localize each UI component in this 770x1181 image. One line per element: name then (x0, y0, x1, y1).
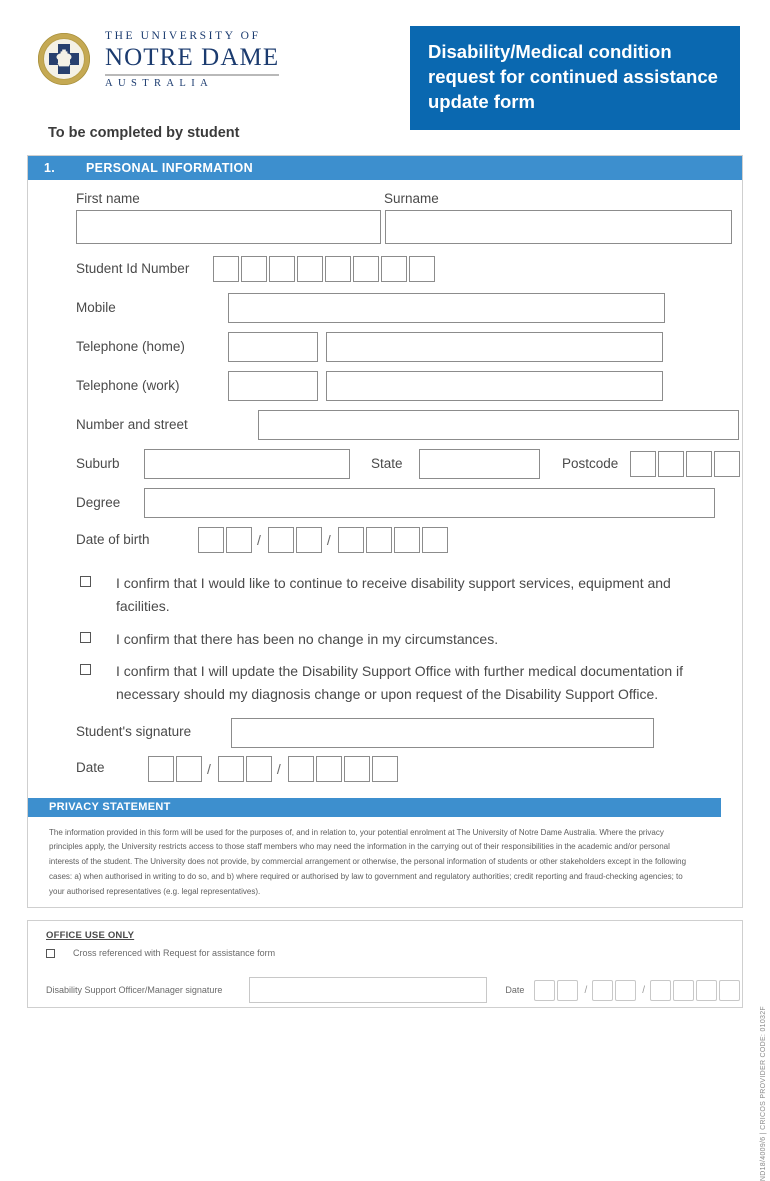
mobile-row (28, 293, 742, 323)
office-date-month-digit[interactable] (615, 980, 636, 1001)
student-date-row (28, 756, 742, 782)
university-logo (36, 28, 279, 89)
date-year-digit[interactable] (372, 756, 398, 782)
student-id-digit[interactable] (409, 256, 435, 282)
degree-input[interactable] (144, 488, 715, 518)
street-input[interactable] (258, 410, 739, 440)
office-date-month-digit[interactable] (592, 980, 613, 1001)
street-row (28, 410, 742, 440)
suburb-input[interactable] (144, 449, 350, 479)
dob-year-digit[interactable] (394, 527, 420, 553)
student-date-input[interactable] (148, 756, 398, 782)
date-separator: / (276, 760, 281, 777)
declaration-text: I confirm that I will update the Disability Support Office with further medical documentation if necessary should my diagnosis change or upon request of the Disability Support Office. (116, 663, 684, 702)
student-id-digit[interactable] (213, 256, 239, 282)
postcode-digit[interactable] (686, 451, 712, 477)
declaration-item[interactable] (80, 660, 700, 705)
office-date-input[interactable] (534, 980, 742, 1001)
section-header-personal-information (28, 156, 742, 180)
student-id-row (28, 256, 742, 282)
form-title: Disability/Medical condition request for continued assistance update form (410, 26, 740, 130)
date-year-digit[interactable] (316, 756, 342, 782)
office-use-only-section (27, 920, 743, 1008)
office-use-only-title: OFFICE USE ONLY (46, 930, 135, 941)
surname-input[interactable] (385, 210, 732, 244)
telephone-home-area-input[interactable] (228, 332, 318, 362)
office-cross-reference-label: Cross referenced with Request for assistance form (73, 948, 276, 958)
name-labels-row (28, 191, 742, 207)
student-id-digit[interactable] (325, 256, 351, 282)
university-wordmark (105, 28, 279, 89)
first-name-label: First name (76, 191, 140, 206)
student-id-digit[interactable] (241, 256, 267, 282)
suburb-label: Suburb (76, 456, 120, 472)
student-id-digit[interactable] (353, 256, 379, 282)
office-date-separator: / (584, 984, 588, 996)
office-date-label: Date (505, 985, 525, 995)
dob-separator: / (257, 532, 261, 549)
telephone-work-number-input[interactable] (326, 371, 663, 401)
logo-line-university: THE UNIVERSITY OF (105, 30, 261, 42)
office-signature-input[interactable] (249, 977, 487, 1003)
telephone-home-label: Telephone (home) (76, 339, 185, 355)
declaration-text: I confirm that there has been no change in my circumstances. (116, 630, 499, 647)
dob-separator: / (326, 532, 331, 549)
office-date-year-digit[interactable] (696, 980, 717, 1001)
dob-day-digit[interactable] (198, 527, 224, 553)
mobile-label: Mobile (76, 300, 116, 316)
student-id-input[interactable] (213, 256, 435, 282)
declaration-checkbox[interactable] (80, 632, 91, 643)
page-header (0, 0, 770, 133)
privacy-statement-header: PRIVACY STATEMENT (28, 798, 721, 817)
state-label: State (371, 456, 403, 472)
student-date-label: Date (76, 760, 105, 776)
declaration-item[interactable] (80, 572, 700, 617)
office-date-separator: / (642, 984, 645, 996)
office-date-year-digit[interactable] (719, 980, 740, 1001)
privacy-statement-section (28, 798, 742, 900)
student-id-digit[interactable] (269, 256, 295, 282)
degree-row (28, 488, 742, 518)
postcode-label: Postcode (562, 456, 619, 472)
date-year-digit[interactable] (288, 756, 314, 782)
office-date-year-digit[interactable] (650, 980, 671, 1001)
date-of-birth-input[interactable] (198, 527, 448, 553)
section-number: 1. (44, 161, 56, 175)
degree-label: Degree (76, 495, 121, 511)
office-cross-reference-checkbox[interactable] (46, 949, 55, 958)
office-date-day-digit[interactable] (534, 980, 555, 1001)
dob-day-digit[interactable] (226, 527, 252, 553)
office-date-year-digit[interactable] (673, 980, 694, 1001)
date-month-digit[interactable] (246, 756, 272, 782)
telephone-home-number-input[interactable] (326, 332, 663, 362)
mobile-input[interactable] (228, 293, 665, 323)
student-signature-input[interactable] (231, 718, 654, 748)
dob-year-digit[interactable] (338, 527, 364, 553)
suburb-state-postcode-row (28, 449, 742, 479)
university-crest-icon (36, 31, 92, 87)
surname-label: Surname (384, 191, 439, 206)
personal-information-section (27, 155, 743, 908)
postcode-input[interactable] (630, 451, 740, 477)
completed-by-note: To be completed by student (48, 125, 240, 141)
declaration-checkbox[interactable] (80, 576, 91, 587)
telephone-home-row (28, 332, 742, 362)
student-id-digit[interactable] (297, 256, 323, 282)
date-of-birth-row (28, 527, 742, 553)
date-of-birth-label: Date of birth (76, 532, 150, 548)
dob-year-digit[interactable] (422, 527, 448, 553)
street-label: Number and street (76, 417, 188, 433)
telephone-work-area-input[interactable] (228, 371, 318, 401)
telephone-work-row (28, 371, 742, 401)
logo-divider (105, 74, 279, 76)
student-signature-row (28, 718, 742, 748)
dob-year-digit[interactable] (366, 527, 392, 553)
privacy-statement-body: The information provided in this form will be used for the purposes of, and in relation to, your potential enrolment at The University of Notre Dame Australia. Where the privacy principles apply, the University restricts access to those staff members who may need the information in the carrying out of their responsibilities in the academic and/or personal interests of the student. The University does not provide, by commercial arrangement or otherwise, the personal information of students or other stakeholders except in the following cases: a) when authorised in writing to do so, and b) where required or authorised by law to government and regulatory authorities; credit reporting and fraud-checking agencies; to your authorised representatives (e.g. legal representatives). (49, 827, 687, 896)
date-year-digit[interactable] (344, 756, 370, 782)
date-day-digit[interactable] (148, 756, 174, 782)
first-name-input[interactable] (76, 210, 381, 244)
student-id-digit[interactable] (381, 256, 407, 282)
office-cross-reference-row[interactable] (46, 948, 742, 958)
office-signature-label: Disability Support Officer/Manager signature (46, 985, 223, 995)
document-code-footer: ND18/4009/6 | CRICOS PROVIDER CODE: 01032F (760, 1006, 767, 1181)
logo-line-notredame: NOTRE DAME (105, 43, 280, 71)
postcode-digit[interactable] (630, 451, 656, 477)
postcode-digit[interactable] (658, 451, 684, 477)
date-separator: / (207, 760, 211, 777)
declaration-text: I confirm that I would like to continue to receive disability support services, equipment and facilities. (116, 575, 671, 614)
section-title: PERSONAL INFORMATION (86, 161, 253, 175)
office-signature-row (46, 977, 742, 1003)
name-inputs-row (28, 210, 742, 244)
declaration-item[interactable] (80, 628, 700, 651)
declaration-checkbox[interactable] (80, 664, 91, 675)
logo-line-australia: AUSTRALIA (105, 77, 214, 89)
postcode-digit[interactable] (714, 451, 740, 477)
date-day-digit[interactable] (176, 756, 202, 782)
dob-month-digit[interactable] (296, 527, 322, 553)
dob-month-digit[interactable] (268, 527, 294, 553)
student-id-label: Student Id Number (76, 261, 190, 277)
office-date-day-digit[interactable] (557, 980, 578, 1001)
student-signature-label: Student's signature (76, 724, 192, 740)
state-input[interactable] (419, 449, 540, 479)
declarations-list (28, 572, 742, 705)
date-month-digit[interactable] (218, 756, 244, 782)
telephone-work-label: Telephone (work) (76, 378, 180, 394)
